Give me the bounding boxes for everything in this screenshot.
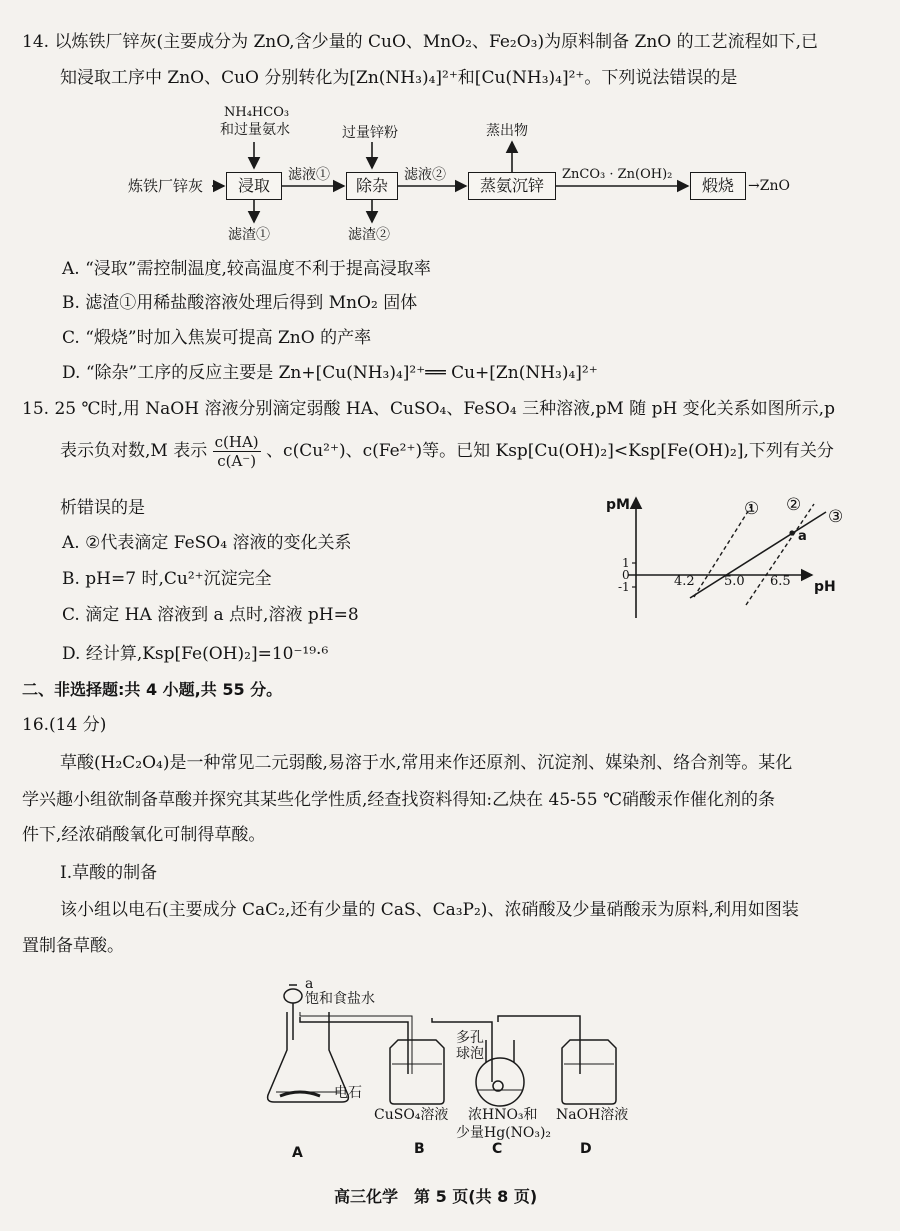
flow-reagent2: 过量锌粉	[342, 125, 398, 141]
flow-box-ammonia: 蒸氨沉锌	[468, 172, 556, 200]
flow-box-purify: 除杂	[346, 172, 398, 200]
q16-para2-line1: 该小组以电石(主要成分 CaC₂,还有少量的 CaS、Ca₃P₂)、浓硝酸及少量硝酸汞为原料,利用如图装	[60, 900, 799, 920]
flow-filtrate2: 滤液②	[404, 167, 446, 183]
q14-option-b: B. 滤渣①用稀盐酸溶液处理后得到 MnO₂ 固体	[62, 293, 418, 313]
q16-subheading: Ⅰ.草酸的制备	[60, 863, 158, 883]
apparatus-c-reagent2: 少量Hg(NO₃)₂	[456, 1125, 552, 1141]
q15-fraction-den: c(A⁻)	[217, 452, 257, 470]
bottle-d	[562, 1040, 616, 1104]
graph-ytick-0: 0	[622, 568, 630, 582]
apparatus-label-d: D	[580, 1141, 592, 1157]
apparatus-label-a: A	[292, 1145, 303, 1161]
q15-option-c: C. 滴定 HA 溶液到 a 点时,溶液 pH=8	[62, 605, 359, 625]
flow-end: →ZnO	[748, 178, 790, 194]
graph-point-a-label: a	[798, 529, 807, 544]
q14-stem-line2: 知浸取工序中 ZnO、CuO 分别转化为[Zn(NH₃)₄]²⁺和[Cu(NH₃)₄]²⁺。下列说法错误的是	[60, 68, 738, 88]
q15-fraction-num: c(HA)	[214, 433, 259, 451]
page-footer: 高三化学 第 5 页(共 8 页)	[334, 1187, 538, 1206]
graph-xtick-4-2: 4.2	[674, 574, 695, 589]
flow-evaporate: 蒸出物	[486, 123, 528, 139]
apparatus-label-b: B	[414, 1141, 425, 1157]
apparatus-funnel-label: 饱和食盐水	[305, 991, 375, 1007]
q16-para1-line1: 草酸(H₂C₂O₄)是一种常见二元弱酸,易溶于水,常用来作还原剂、沉淀剂、媒染剂、络合剂等。某化	[60, 753, 793, 773]
flow-product1: ZnCO₃ · Zn(OH)₂	[562, 167, 673, 182]
apparatus-c-bulb: 多孔球泡	[456, 1030, 484, 1062]
flow-box-leach: 浸取	[226, 172, 282, 200]
apparatus-label-c: C	[492, 1141, 503, 1157]
flow-filtrate1: 滤液①	[288, 167, 330, 183]
q14-stem-line1: 14. 以炼铁厂锌灰(主要成分为 ZnO,含少量的 CuO、MnO₂、Fe₂O₃)为原料制备 ZnO 的工艺流程如下,已	[22, 32, 819, 52]
q16-para1-line2: 学兴趣小组欲制备草酸并探究其某些化学性质,经查找资料得知:乙炔在 45-55 ℃硝酸汞作催化剂的条	[22, 790, 775, 810]
graph-curve-label-1: ①	[744, 499, 760, 519]
q15-option-a: A. ②代表滴定 FeSO₄ 溶液的变化关系	[62, 533, 352, 553]
flow-reagent1-line1: NH₄HCO₃	[224, 105, 290, 120]
q16-head: 16.(14 分)	[22, 715, 107, 735]
apparatus-a-label: a	[305, 976, 314, 992]
section-heading: 二、非选择题:共 4 小题,共 55 分。	[22, 680, 283, 699]
apparatus-d-reagent: NaOH溶液	[556, 1107, 629, 1123]
graph-xlabel: pH	[814, 579, 836, 595]
graph-ytick-1: 1	[622, 556, 630, 570]
flow-residue2: 滤渣②	[348, 227, 390, 243]
q15-option-b: B. pH=7 时,Cu²⁺沉淀完全	[62, 569, 272, 589]
graph-ytick-neg1: -1	[618, 580, 630, 594]
q15-stem-line2-post: 、c(Cu²⁺)、c(Fe²⁺)等。已知 Ksp[Cu(OH)₂]<Ksp[Fe(OH)₂],下列有关分	[266, 441, 834, 461]
graph-ylabel: pM	[606, 497, 630, 513]
graph-xtick-6-5: 6.5	[770, 574, 791, 589]
q15-stem-line1: 15. 25 ℃时,用 NaOH 溶液分别滴定弱酸 HA、CuSO₄、FeSO₄ 三种溶液,pM 随 pH 变化关系如图所示,p	[22, 399, 835, 419]
graph-xtick-5-0: 5.0	[724, 574, 745, 589]
apparatus-carbide-label: 电石	[334, 1085, 362, 1101]
graph-curve-label-3: ③	[828, 507, 844, 527]
q14-option-d: D. “除杂”工序的反应主要是 Zn+[Cu(NH₃)₄]²⁺══ Cu+[Zn(NH₃)₄]²⁺	[62, 363, 598, 383]
flow-residue1: 滤渣①	[228, 227, 270, 243]
graph-curve-label-2: ②	[786, 495, 802, 515]
q15-stem-line3: 析错误的是	[60, 498, 145, 518]
bottle-b	[390, 1040, 444, 1104]
dropping-funnel	[284, 989, 302, 1003]
q14-option-c: C. “煅烧”时加入焦炭可提高 ZnO 的产率	[62, 328, 372, 348]
q16-para1-line3: 件下,经浓硝酸氧化可制得草酸。	[22, 825, 266, 845]
flow-reagent1-line2: 和过量氨水	[220, 122, 290, 138]
q14-option-a: A. “浸取”需控制温度,较高温度不利于提高浸取率	[62, 259, 431, 279]
q16-para2-line2: 置制备草酸。	[22, 936, 124, 956]
apparatus-b-reagent: CuSO₄溶液	[374, 1107, 449, 1123]
flow-start: 炼铁厂锌灰	[128, 177, 204, 195]
q15-stem-line2-pre: 表示负对数,M 表示	[60, 441, 208, 461]
q15-option-d: D. 经计算,Ksp[Fe(OH)₂]=10⁻¹⁹·⁶	[62, 644, 329, 664]
flow-box-calcine: 煅烧	[690, 172, 746, 200]
apparatus-c-reagent1: 浓HNO₃和	[468, 1107, 538, 1123]
